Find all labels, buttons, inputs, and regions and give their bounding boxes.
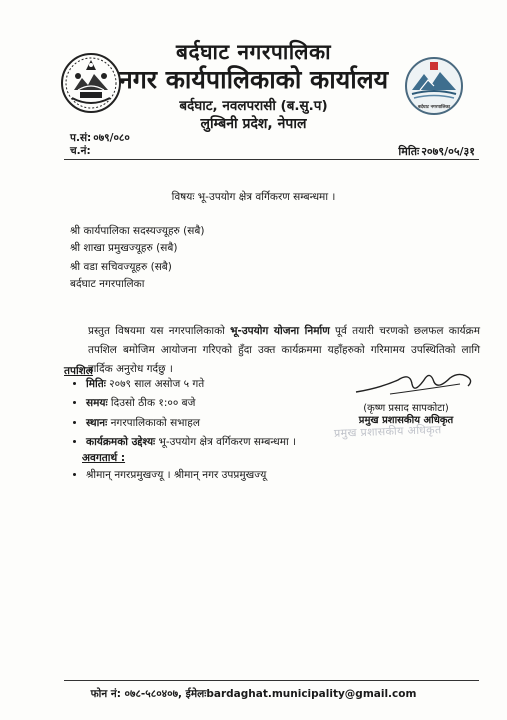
detail-label: समयः — [86, 397, 108, 410]
body-text-highlight: भू-उपयोग योजना निर्माण — [230, 325, 330, 337]
office-address: बर्दघाट, नवलपरासी (ब.सु.प) — [179, 98, 328, 114]
official-stamp: प्रमुख प्रशासकीय अधिकृत — [333, 423, 442, 440]
office-province: लुम्बिनी प्रदेश, नेपाल — [200, 116, 307, 132]
notice-heading: अवगतार्थ : — [82, 452, 126, 464]
list-item: • श्रीमान् नगरप्रमुखज्यू । श्रीमान् नगर उपप्रमुखज्यू — [86, 466, 266, 485]
detail-label: स्थानः — [86, 416, 108, 429]
footer-divider — [64, 680, 479, 681]
municipality-name: बर्दघाट नगरपालिका — [175, 40, 332, 64]
office-name: नगर कार्यपालिकाको कार्यालय — [118, 65, 389, 94]
details-heading: तपशिल — [64, 365, 93, 377]
list-item — [86, 375, 296, 394]
svg-text:बर्दघाट नगरपालिका: बर्दघाट नगरपालिका — [417, 105, 451, 110]
chalani-label: च.नं: — [70, 145, 91, 157]
body-text-part: पूर्व तयारी चरणको छलफल कार्यक्रम तपशिल बमोजिम आयोजना गरिएको हुँदा उक्त कार्यक्रममा यहाँहरुको गरिमामय उपस्थितिको लागि हार्दिक अनुरोध गर्दछु । — [88, 325, 480, 375]
recipient-line: बर्दघाट नगरपालिका — [70, 278, 145, 290]
footer-contact: फोन नं: ०७८-५८०४०७, ईमेलःbardaghat.municipality@gmail.com — [90, 688, 417, 700]
reference-label: प.सं: — [70, 132, 92, 144]
notice-list — [70, 466, 266, 485]
detail-value: दिउसो ठीक १:०० बजे — [107, 397, 196, 410]
detail-value: भू-उपयोग क्षेत्र वर्गिकरण सम्बन्धमा । — [155, 435, 297, 448]
list-item — [86, 414, 296, 433]
recipient-line: श्री कार्यपालिका सदस्यज्यूहरु (सबै) — [70, 225, 205, 237]
recipient-line: श्री शाखा प्रमुखज्यूहरु (सबै) — [70, 242, 178, 254]
details-list — [70, 375, 296, 452]
detail-label: कार्यक्रमको उद्देश्यः — [86, 435, 156, 448]
signature-scribble — [350, 366, 480, 400]
header-divider — [64, 159, 479, 160]
list-item — [86, 433, 296, 452]
letter-subject: विषयः भू-उपयोग क्षेत्र वर्गिकरण सम्बन्धमा । — [171, 191, 336, 203]
body-text-part: प्रस्तुत विषयमा यस नगरपालिकाको — [88, 325, 231, 337]
signatory-title: प्रमुख प्रशासकीय अधिकृत — [358, 415, 454, 426]
detail-value: नगरपालिकाको सभाहल — [107, 416, 200, 429]
list-item — [86, 394, 296, 413]
letter-date — [0, 144, 475, 159]
signatory-name: (कृष्ण प्रसाद सापकोटा) — [363, 403, 449, 414]
date-label: मितिः — [398, 145, 420, 158]
reference-value: ०७९/०८० — [93, 132, 130, 144]
detail-label: मितिः — [86, 378, 106, 390]
recipient-line: श्री वडा सचिवज्यूहरु (सबै) — [70, 261, 172, 273]
reference-number — [70, 131, 130, 145]
date-value: २०७९/०५/३१ — [421, 145, 475, 158]
detail-value: २०७९ साल असोज ५ गते — [105, 378, 205, 390]
